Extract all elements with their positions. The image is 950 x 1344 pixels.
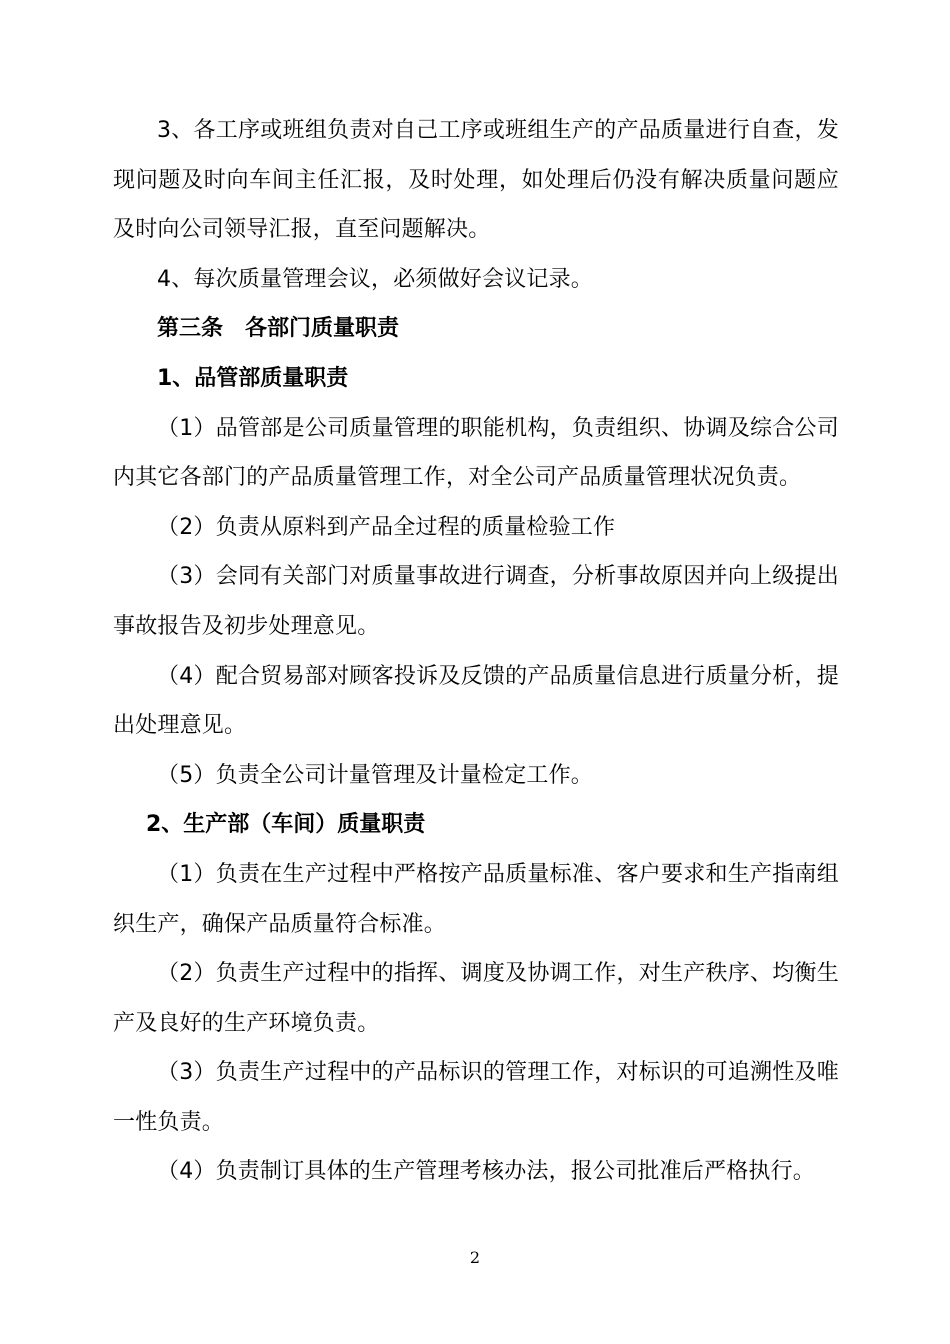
paragraph-qd-4: （4）配合贸易部对顾客投诉及反馈的产品质量信息进行质量分析，提出处理意见。 bbox=[113, 663, 839, 739]
paragraph-qd-5: （5）负责全公司计量管理及计量检定工作。 bbox=[157, 762, 593, 788]
paragraph-qd-1: （1）品管部是公司质量管理的职能机构，负责组织、协调及综合公司内其它各部门的产品质量管理工作，对全公司产品质量管理状况负责。 bbox=[113, 415, 839, 491]
paragraph-qd-3: （3）会同有关部门对质量事故进行调查，分析事故原因并向上级提出事故报告及初步处理意见。 bbox=[113, 564, 839, 639]
paragraph-qd-2: （2）负责从原料到产品全过程的质量检验工作 bbox=[157, 514, 616, 540]
paragraph-item-3: 3、各工序或班组负责对自己工序或班组生产的产品质量进行自查，发现问题及时向车间主任汇报，及时处理，如处理后仍没有解决质量问题应及时向公司领导汇报，直至问题解决。 bbox=[113, 118, 839, 243]
article-label: 第三条 bbox=[157, 316, 224, 342]
paragraph-pd-1: （1）负责在生产过程中严格按产品质量标准、客户要求和生产指南组织生产，确保产品质量符合标准。 bbox=[113, 861, 839, 937]
document-body bbox=[113, 106, 839, 1197]
paragraph-item-4: 4、每次质量管理会议，必须做好会议记录。 bbox=[157, 266, 593, 292]
paragraph-pd-3: （3）负责生产过程中的产品标识的管理工作，对标识的可追溯性及唯一性负责。 bbox=[113, 1060, 839, 1135]
paragraph-pd-2: （2）负责生产过程中的指挥、调度及协调工作，对生产秩序、均衡生产及良好的生产环境负责。 bbox=[113, 961, 839, 1036]
section-heading-quality-dept: 1、品管部质量职责 bbox=[157, 365, 349, 391]
section-heading-production-dept: 2、生产部（车间）质量职责 bbox=[146, 812, 426, 838]
paragraph-pd-4: （4）负责制订具体的生产管理考核办法，报公司批准后严格执行。 bbox=[157, 1159, 815, 1185]
article-heading bbox=[113, 304, 839, 354]
page-number: 2 bbox=[469, 1248, 481, 1267]
article-title: 各部门质量职责 bbox=[245, 316, 400, 342]
